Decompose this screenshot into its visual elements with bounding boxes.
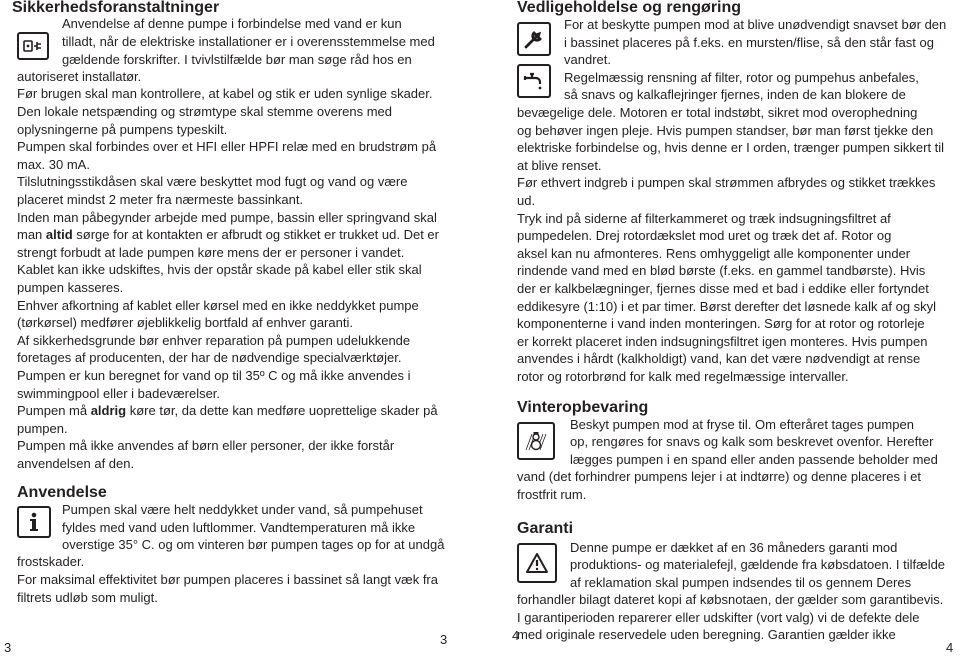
maintenance-line: og behøver ingen pleje. Hvis pumpen standser, bør man først tjekke den [517,123,934,138]
maintenance-line: komponenterne i vand inden monteringen. Sørg for at rotor og rotorleje [517,316,925,331]
maintenance-line: at blive renset. [517,158,602,173]
maintenance-line: der er kalkbelægninger, fjernes disse med et bad i eddike eller fortyndet [517,281,929,296]
wrench-icon [517,22,551,56]
safety-line: pumpen. [17,421,68,436]
safety-line: Kablet kan ikke udskiftes, hvis der opstår skade på kabel eller stik skal [17,262,422,277]
safety-bold-word: aldrig [90,403,127,418]
faucet-graphic [522,70,546,92]
maintenance-line: For at beskytte pumpen mod at blive unødvendigt snavset bør den [564,17,947,32]
warranty-line: med originale reservedele uden beregning. Garantien gælder ikke [517,627,896,642]
maintenance-line: bevægelige dele. Motoren er total indstøbt, sikret mod overophedning [517,105,918,120]
maintenance-line: elektriske forbindelse og, hvis denne er I orden, trænger pumpen sikkert til [517,140,945,155]
safety-line: Før brugen skal man kontrollere, at kabel og stik er uden synlige skader. [17,86,433,101]
safety-heading: Sikkerhedsforanstaltninger [12,0,220,16]
safety-line: (tørkørsel) medfører øjeblikkelig bortfald af enhver garanti. [17,315,353,330]
wall-plug-graphic [21,35,45,57]
safety-line-with-bold [17,226,439,243]
safety-line-prefix: man [17,227,46,242]
faucet-icon [517,64,551,98]
warranty-line: forhandler bilagt dateret kopi af købsnotaen, der gælder som garantibevis. [517,592,944,607]
safety-line: Enhver afkortning af kablet eller kørsel med en ikke neddykket pumpe [17,298,419,313]
safety-line: Pumpen skal forbindes over et HFI eller HPFI relæ med en brudstrøm på [17,139,437,154]
snowman-graphic [524,430,548,452]
warranty-line: Denne pumpe er dækket af en 36 måneders garanti mod [570,540,898,555]
safety-line: Anvendelse af denne pumpe i forbindelse med vand er kun [62,16,402,31]
safety-line: anvendelsen af den. [17,456,135,471]
maintenance-line: i bassinet placeres på f.eks. en mursten/flise, så den står fast og [564,35,934,50]
safety-line-prefix: Pumpen må [17,403,91,418]
safety-line: Pumpen er kun beregnet for vand op til 35º C og må ikke anvendes i [17,368,411,383]
safety-line-rest: køre tør, da dette kan medføre uoprettelige skader på [129,403,438,418]
usage-line: frostskader. [17,554,85,569]
page-number: 3 [4,640,12,655]
safety-line: Den lokale netspænding og strømtype skal stemme overens med [17,104,393,119]
warning-graphic [525,552,549,574]
safety-bold-word: altid [45,227,73,242]
usage-line: Pumpen skal være helt neddykket under vand, så pumpehuset [62,502,423,517]
maintenance-line: anvendes i hårdt (kalkholdigt) vand, kan det være nødvendigt at rense [517,351,921,366]
maintenance-line: er korrekt placeret inden indsugningsfiltret igen monteres. Hvis pumpen [517,334,928,349]
winter-heading: Vinteropbevaring [517,399,649,416]
warranty-line: I garantiperioden reparerer eller udskifter (vort valg) vi de defekte dele [517,610,920,625]
winter-line: vand (det forhindrer pumpens lejer i at indtørre) og denne placeres i et [517,469,921,484]
safety-line: oplysningerne på pumpens typeskilt. [17,122,228,137]
safety-line: strengt forbudt at lade pumpen køre mens der er personer i vandet. [17,245,405,260]
safety-line-with-bold [17,402,438,419]
safety-line: placeret mindst 2 meter fra nærmeste bassinkant. [17,192,304,207]
safety-line: autoriseret installatør. [17,69,142,84]
warning-icon [517,543,557,583]
warranty-line: produktions- og materialefejl, gældende fra købsdatoen. I tilfælde [570,557,946,572]
maintenance-line: eddikesyre (1:10) i et par timer. Børst derefter det løsnede kalk af og skyl [517,299,937,314]
winter-line: frostfrit rum. [517,487,587,502]
safety-line: Tilslutningsstikdåsen skal være beskyttet mod fugt og vand og være [17,174,408,189]
usage-line: fyldes med vand uden luftlommer. Vandtemperaturen må ikke [62,520,416,535]
safety-line: Af sikkerhedsgrunde bør enhver reparation på pumpen udelukkende [17,333,411,348]
wrench-graphic [522,28,546,50]
maintenance-heading: Vedligeholdelse og rengøring [517,0,742,16]
usage-line: overstige 35° C. og om vinteren bør pumpen tages op for at undgå [62,537,445,552]
maintenance-line: så snavs og kalkaflejringer fjernes, inden de kan blokere de [564,87,906,102]
maintenance-line: rotor og rotorbrønd for kalk med regelmæssige intervaller. [517,369,849,384]
page-number: 4 [946,640,954,655]
page-number: 3 [440,632,448,647]
maintenance-line: pumpedelen. Drej rotordækslet mod uret og træk det af. Rotor og [517,228,892,243]
maintenance-line: rindende vand med en blød børste (f.eks. en gammel tandbørste). Hvis [517,263,926,278]
page-number: 4 [512,628,520,643]
winter-line: op, rengøres for snavs og kalk som beskrevet ovenfor. Herefter [570,434,934,449]
maintenance-line: aksel kan nu afmonteres. Rens omhyggeligt alle komponenter under [517,246,911,261]
snowman-icon [517,422,555,460]
usage-line: filtrets udløb som muligt. [17,590,158,605]
warranty-line: af reklamation skal pumpen indsendes til os gennem Deres [570,575,912,590]
safety-line: pumpen kasseres. [17,280,124,295]
safety-line: gældende forskrifter. I tvivlstilfælde bør man søge råd hos en [62,52,412,67]
usage-line: For maksimal effektivitet bør pumpen placeres i bassinet så langt væk fra [17,572,438,587]
safety-line: max. 30 mA. [17,157,90,172]
safety-line: tilladt, når de elektriske installationer er i overensstemmelse med [62,34,435,49]
winter-line: lægges pumpen i en spand eller anden passende beholder med [570,452,938,467]
usage-heading: Anvendelse [17,484,107,501]
info-icon [17,506,51,538]
maintenance-line: Tryk ind på siderne af filterkammeret og træk indsugningsfiltret af [517,211,891,226]
safety-line: Pumpen må ikke anvendes af børn eller personer, der ikke forstår [17,438,395,453]
maintenance-line: vandret. [564,52,611,67]
safety-line: Inden man påbegynder arbejde med pumpe, bassin eller springvand skal [17,210,437,225]
info-graphic [22,511,46,533]
warranty-heading: Garanti [517,520,574,537]
wall-plug-icon [17,32,49,60]
safety-line: foretages af producenten, der har de nødvendige specialværktøjer. [17,350,402,365]
maintenance-line: Før ethvert indgreb i pumpen skal strømmen afbrydes og stikket trækkes [517,175,936,190]
winter-line: Beskyt pumpen mod at fryse til. Om efteråret tages pumpen [570,417,914,432]
safety-line-rest: sørge for at kontakten er afbrudt og stikket er trukket ud. Det er [76,227,439,242]
maintenance-line: Regelmæssig rensning af filter, rotor og pumpehus anbefales, [564,70,919,85]
maintenance-line: ud. [517,193,536,208]
safety-line: swimmingpool eller i badeværelser. [17,386,221,401]
